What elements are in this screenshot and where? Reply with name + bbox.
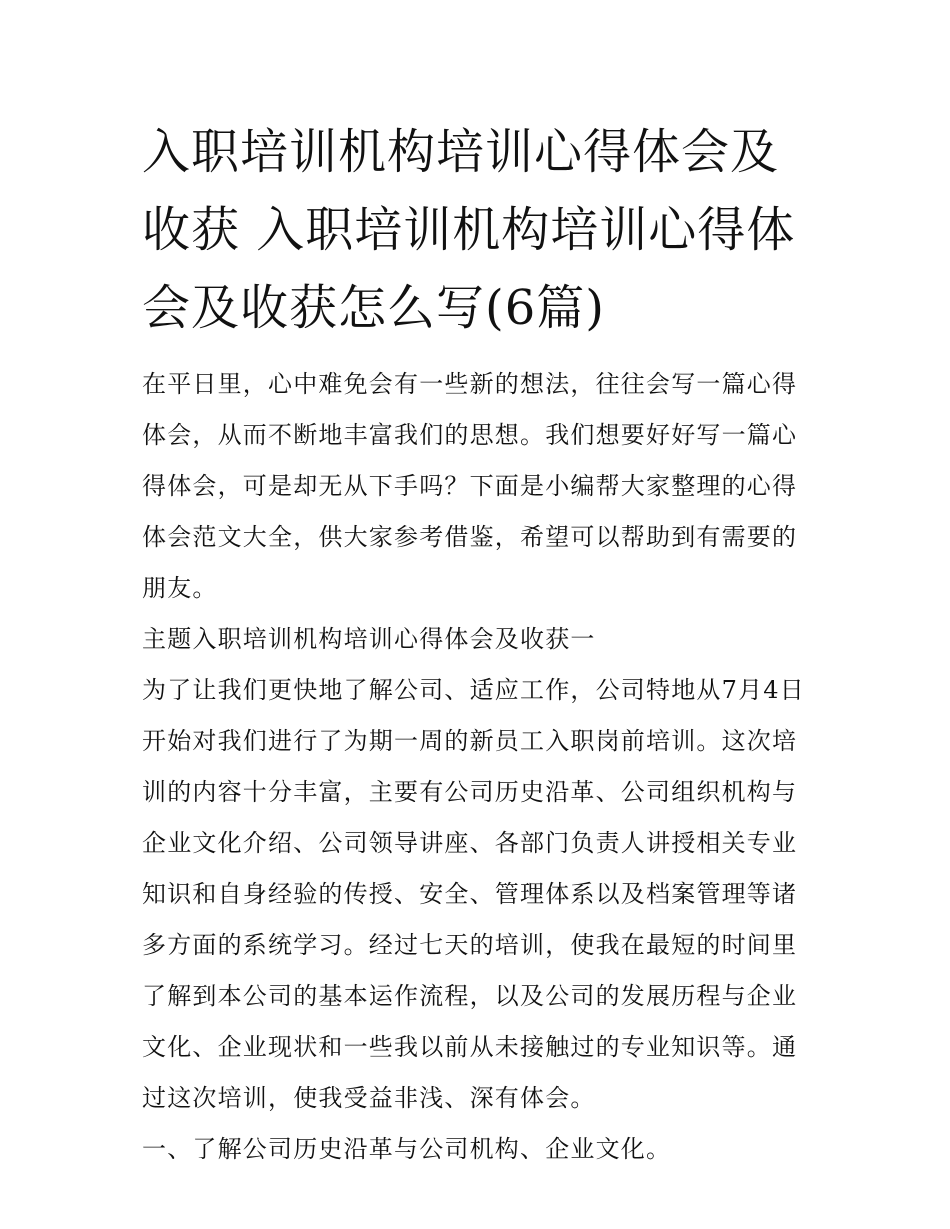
sub-heading: 一、了解公司历史沿革与公司机构、企业文化。 xyxy=(142,1135,672,1163)
document-page xyxy=(142,113,814,1175)
section-heading: 主题入职培训机构培训心得体会及收获一 xyxy=(142,625,596,653)
document-title: 入职培训机构培训心得体会及收获 入职培训机构培训心得体会及收获怎么写(6篇) xyxy=(142,124,796,336)
intro-paragraph: 在平日里，心中难免会有一些新的想法，往往会写一篇心得体会，从而不断地丰富我们的思想。我们想要好好写一篇心得体会，可是却无从下手吗？下面是小编帮大家整理的心得体会范文大全，供大家参考借鉴，希望可以帮助到有需要的朋友。 xyxy=(142,370,798,602)
body-paragraph: 为了让我们更快地了解公司、适应工作，公司特地从7月4日开始对我们进行了为期一周的新员工入职岗前培训。这次培训的内容十分丰富，主要有公司历史沿革、公司组织机构与企业文化介绍、公司领导讲座、各部门负责人讲授相关专业知识和自身经验的传授、安全、管理体系以及档案管理等诸多方面的系统学习。经过七天的培训，使我在最短的时间里了解到本公司的基本运作流程，以及公司的发展历程与企业文化、企业现状和一些我以前从未接触过的专业知识等。通过这次培训，使我受益非浅、深有体会。 xyxy=(142,676,805,1112)
